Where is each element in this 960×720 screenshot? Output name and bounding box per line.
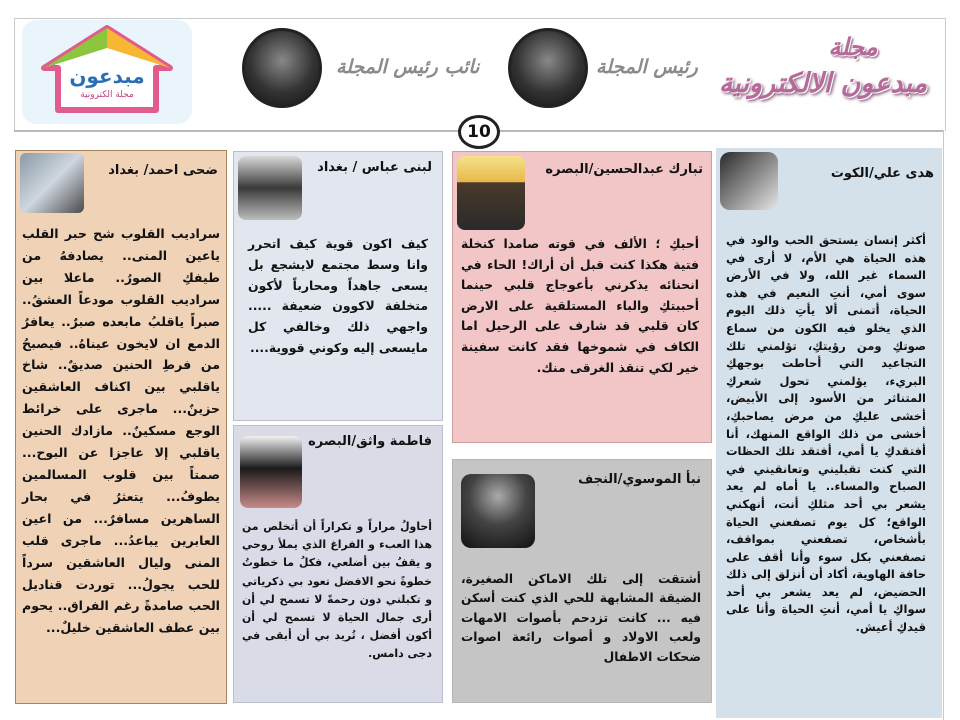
article-text: أشتقت إلى تلك الاماكن الصغيرة، الضيقة المشابهة للحي الذي كنت أسكن فيه ... كانت تزدحم بأصوات الامهات ولعب الاولاد و أصوات رائعة اصوات ضحكات الاطفال [461, 572, 701, 664]
article-author: ضحى احمد/ بغداد [108, 163, 218, 178]
article-photo [457, 156, 525, 230]
article-text: سراديب القلوب شح حبر القلب ياعين المنى.. يصادفهُ من طيفكِ الصورُ.. ماعلا بين سراديب القلوب مودعاً العشقُ.. صبراً ياقلبُ مابعده صبرٌ.. يعافرُ الدمع ان لايخون عيناهُ.. فيصبحُ من فرطِ الحنين صديقٌ.. شاخ ياقلبي بين اكناف العاشقين حزينٌ... ماجرى على خرائط الوجع مسكينٌ.. مازادك الحنين ياقلبي إلا عاجزا عن البوح... صمتاً بين قلوب المسالمين يطوفُ... يتعثرُ في بحار الساهرين مسافرٌ... من اعين العابرين يباعدُ... ماجرى قلب المنى وليال العاشقين سرداً للحب يجولُ... توردت قناديل الحب صامدةً رغم الفراق.. يحوم بين عطف العاشقين خليلٌ... [22, 226, 220, 636]
article-text: أكثر إنسان يستحق الحب والود في هذه الحياة هي الأم، لا أرى في السماء غير الله، ولا في الأرض سوى أمي، أنتِ النعيم في هذه الحياة، أتمنى ألا يأتِ ذلك اليوم الذي يخلو فيه الكون من سماع صوتكِ ومن رؤيتكِ، تؤلمني تلك التجاعيد التي أحاطت بوجهكِ البريء، يؤلمني تحول شعركِ المتناثر من الأسود إلى الأبيض، أخشى عليكِ من مرض يصاحبكِ، أخشى من ذلك الواقع المنهك، أنا أفتقدكِ يا أمي، أفتقد تلك الحظات التي كنت تقبليني وتعانقيني في الصباح والمساء.. يا أماه لم يعد يشعر بي أحد مثلكِ أنت، أنهكني الواقع؛ كل يوم تصفعني الحياة بأشخاص، تصفعني بمواقف، تصفعني بكل سوء وأنا أقف على حافة الهاوية، أكاد أن أنزلق إلى ذلك الحضيض، لم يعد يشعر بي أحد سواكِ يا أمي، أنتِ الحياة وأنا على قيدكِ أعيش. [726, 233, 926, 635]
article-photo [238, 156, 302, 220]
logo-subtitle: مجلة الكترونية [80, 90, 134, 100]
editor-in-chief-avatar [508, 28, 588, 108]
article-text: أحاولُ مراراً و تكراراً أن أتخلص من هذا العبء و الفراغ الذي يملأ روحي و يقفُ بين أضلعي، فكلُ ما خطوتُ خطوةً نحو الافضل تعود بي ذكرياتي و تكبلني دون رحمةً لا تسمح لي أن أرى جمال الحياة لا تسمح لي أن أكون أفضل ، تُريد بي أن أبقى في دجى دامس. [242, 520, 432, 661]
article-author: فاطمة واثق/البصره [308, 434, 432, 449]
article-photo [720, 152, 778, 210]
right-border [943, 130, 944, 720]
article-author: تبارك عبدالحسين/البصره [545, 162, 703, 177]
deputy-editor-label: نائب رئيس المجلة [336, 56, 480, 78]
article-author: نبأ الموسوي/النجف [578, 472, 701, 487]
article-huda [716, 148, 942, 718]
article-photo [240, 436, 302, 508]
magazine-logo [22, 20, 192, 124]
magazine-title [702, 32, 944, 124]
article-author: هدى علي/الكوت [830, 166, 934, 181]
deputy-editor-avatar [242, 28, 322, 108]
article-text: كيف اكون قوية كيف اتحرر وانا وسط مجتمع لايشجع بل يسعى جاهداً ومحارباً لأكون متخلفة لاكوون ضعيفة ..... واجهي ذلك وخالفي كل مايسعى إليه وكوني قووية.... [248, 236, 428, 355]
logo-text: مبدعون [69, 64, 145, 88]
article-text: أحبكِ ؛ الألف في قوته صامدا كنخلة فتية هكذا كنت قبل أن أراك! الحاء في انحنائه يذكرني بأعوجاج قلبي حينما أحببتكِ والباء المستلقية على الارض كان قلبي قد شارف على الرحيل اما الكاف في شموخها فقد كانت سفينة خير لكي تنقذ الغرقى منك. [461, 236, 699, 375]
article-fatima [233, 425, 443, 703]
article-duha [15, 150, 227, 704]
article-author: لبنى عباس / بغداد [317, 160, 432, 175]
article-photo [20, 153, 84, 213]
article-photo [461, 474, 535, 548]
article-naba [452, 459, 712, 703]
editor-in-chief-label: رئيس المجلة [596, 56, 698, 78]
magazine-word: مجلة [828, 32, 878, 61]
page-number: 10 [458, 115, 500, 149]
magazine-name: مبدعون الالكترونية [718, 68, 928, 99]
article-lubna [233, 151, 443, 421]
article-tabarak [452, 151, 712, 443]
